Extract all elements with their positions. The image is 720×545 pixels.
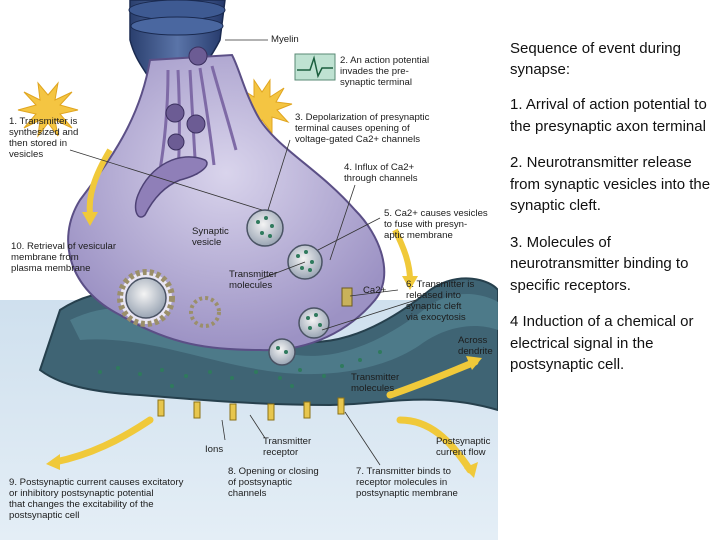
label-step9: 9. Postsynaptic current causes excitatory or inhibitory postsynaptic potential that changes the excitability of the postsynaptic cell — [9, 477, 184, 521]
label-synaptic-vesicle: Synaptic vesicle — [192, 226, 229, 248]
sequence-step-3: 3. Molecules of neurotransmitter binding to specific receptors. — [510, 233, 689, 294]
label-ca2: Ca2+ — [363, 285, 387, 296]
label-transmitter-receptor: Transmitter receptor — [263, 436, 312, 458]
label-step1: 1. Transmitter is synthesized and then stored in vesicles — [9, 116, 79, 160]
label-postsynaptic-current-flow: Postsynaptic current flow — [436, 436, 491, 458]
label-myelin: Myelin — [271, 34, 299, 45]
label-step3: 3. Depolarization of presynaptic terminal causes opening of voltage-gated Ca2+ channels — [295, 112, 430, 145]
calcium-channel — [342, 288, 352, 306]
label-step5: 5. Ca2+ causes vesicles to fuse with presyn- aptic membrane — [384, 208, 488, 241]
label-across-dendrite: Across dendrite — [458, 335, 493, 357]
sequence-step-4: 4 Induction of a chemical or electrical signal in the postsynaptic cell. — [510, 313, 694, 373]
label-transmitter-molecules-upper: Transmitter molecules — [229, 269, 278, 291]
sequence-panel — [510, 38, 715, 391]
sequence-step-2: 2. Neurotransmitter release from synaptic vesicles into the synaptic cleft. — [510, 154, 711, 214]
label-step2: 2. An action potential invades the pre- synaptic terminal — [340, 55, 430, 88]
label-ions: Ions — [205, 444, 224, 455]
sequence-title: Sequence of event during synapse: — [510, 40, 681, 78]
label-step7: 7. Transmitter binds to receptor molecules in postsynaptic membrane — [356, 466, 458, 499]
label-step4: 4. Influx of Ca2+ through channels — [344, 162, 418, 184]
action-potential-inset — [295, 54, 335, 80]
label-step6: 6. Transmitter is released into synaptic cleft via exocytosis — [406, 279, 475, 323]
label-step10: 10. Retrieval of vesicular membrane from plasma membrane — [11, 241, 117, 274]
sequence-step-1: 1. Arrival of action potential to the presynaptic axon terminal — [510, 96, 707, 135]
label-transmitter-molecules-lower: Transmitter molecules — [351, 372, 400, 394]
label-step8: 8. Opening or closing of postsynaptic channels — [228, 466, 319, 499]
